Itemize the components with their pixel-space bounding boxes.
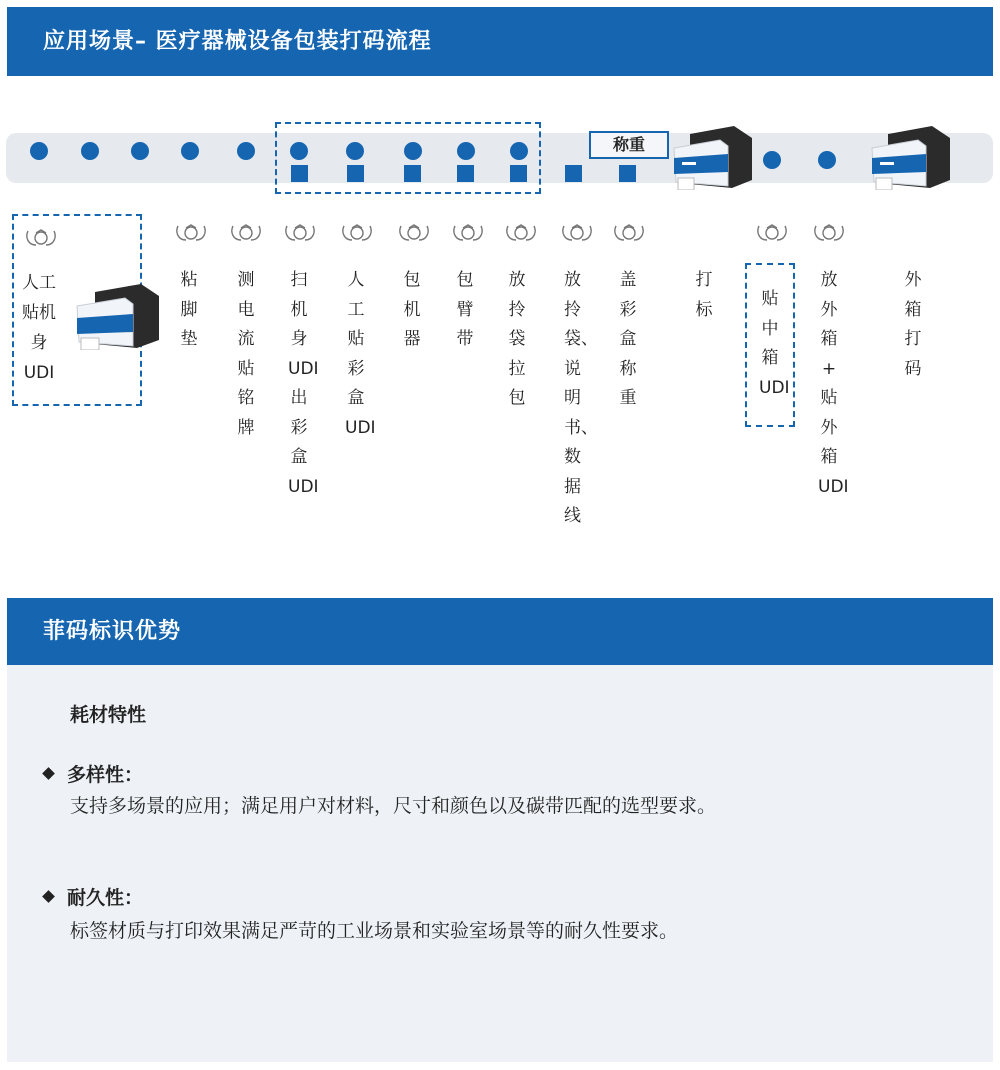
worker-hands-icon	[340, 222, 374, 244]
worker-hands-icon	[283, 222, 317, 244]
product-dot	[818, 151, 836, 169]
product-dot	[237, 142, 255, 160]
advantage-item-title: 多样性：	[44, 760, 143, 787]
step-label: 放 拎 袋 拉 包	[508, 270, 526, 408]
worker-hands-icon	[174, 222, 208, 244]
step-label: 放 外 箱 + 贴 外 箱 UDI	[818, 270, 849, 497]
section-title-banner	[7, 598, 993, 665]
product-box	[619, 165, 636, 182]
product-dot	[30, 142, 48, 160]
manual-station-label: 人工 贴机 身 UDI	[22, 273, 56, 383]
step-label: 粘 脚 垫	[180, 270, 198, 349]
step-label: 包 机 器	[403, 270, 421, 349]
step-label: 外 箱 打 码	[904, 270, 922, 379]
worker-hands-icon	[755, 222, 789, 244]
label-printer-icon	[870, 124, 952, 190]
step-label: 人 工 贴 彩 盒 UDI	[345, 270, 376, 438]
worker-hands-icon	[560, 222, 594, 244]
worker-hands-icon	[397, 222, 431, 244]
step-label: 测 电 流 贴 铭 牌	[237, 270, 255, 438]
worker-hands-icon	[812, 222, 846, 244]
step-label: 盖 彩 盒 称 重	[619, 270, 637, 408]
product-box	[565, 165, 582, 182]
worker-hands-icon	[451, 222, 485, 244]
advantages-panel	[7, 665, 993, 1062]
step-label: 打 标	[695, 270, 713, 320]
worker-hands-icon	[504, 222, 538, 244]
label-printer-icon	[75, 282, 161, 350]
product-dot	[131, 142, 149, 160]
section-title: 菲码标识优势	[43, 619, 182, 644]
weigh-station-label: 称重	[589, 131, 669, 159]
advantage-item-desc: 支持多场景的应用；满足用户对材料，尺寸和颜色以及碳带匹配的选型要求。	[70, 795, 717, 817]
diamond-bullet-icon	[42, 767, 55, 780]
packing-highlight-frame	[275, 122, 541, 194]
section-title: 应用场景– 医疗器械设备包装打码流程	[43, 29, 432, 54]
section-title-banner	[7, 7, 993, 76]
product-dot	[81, 142, 99, 160]
advantages-subtitle: 耗材特性	[70, 704, 147, 726]
step-label: 扫 机 身 UDI 出 彩 盒 UDI	[288, 270, 319, 497]
worker-hands-icon	[612, 222, 646, 244]
step-label: 包 臂 带	[456, 270, 474, 349]
advantage-item-desc: 标签材质与打印效果满足严苛的工业场景和实验室场景等的耐久性要求。	[70, 920, 679, 942]
advantage-item-title: 耐久性：	[44, 883, 143, 910]
worker-hands-icon	[24, 227, 58, 249]
worker-hands-icon	[229, 222, 263, 244]
diamond-bullet-icon	[42, 890, 55, 903]
step-label: 放 拎 袋、 说 明 书、 数 据 线	[564, 270, 598, 526]
product-dot	[763, 151, 781, 169]
step-label: 贴 中 箱 UDI	[759, 289, 790, 398]
label-printer-icon	[672, 124, 754, 190]
product-dot	[181, 142, 199, 160]
